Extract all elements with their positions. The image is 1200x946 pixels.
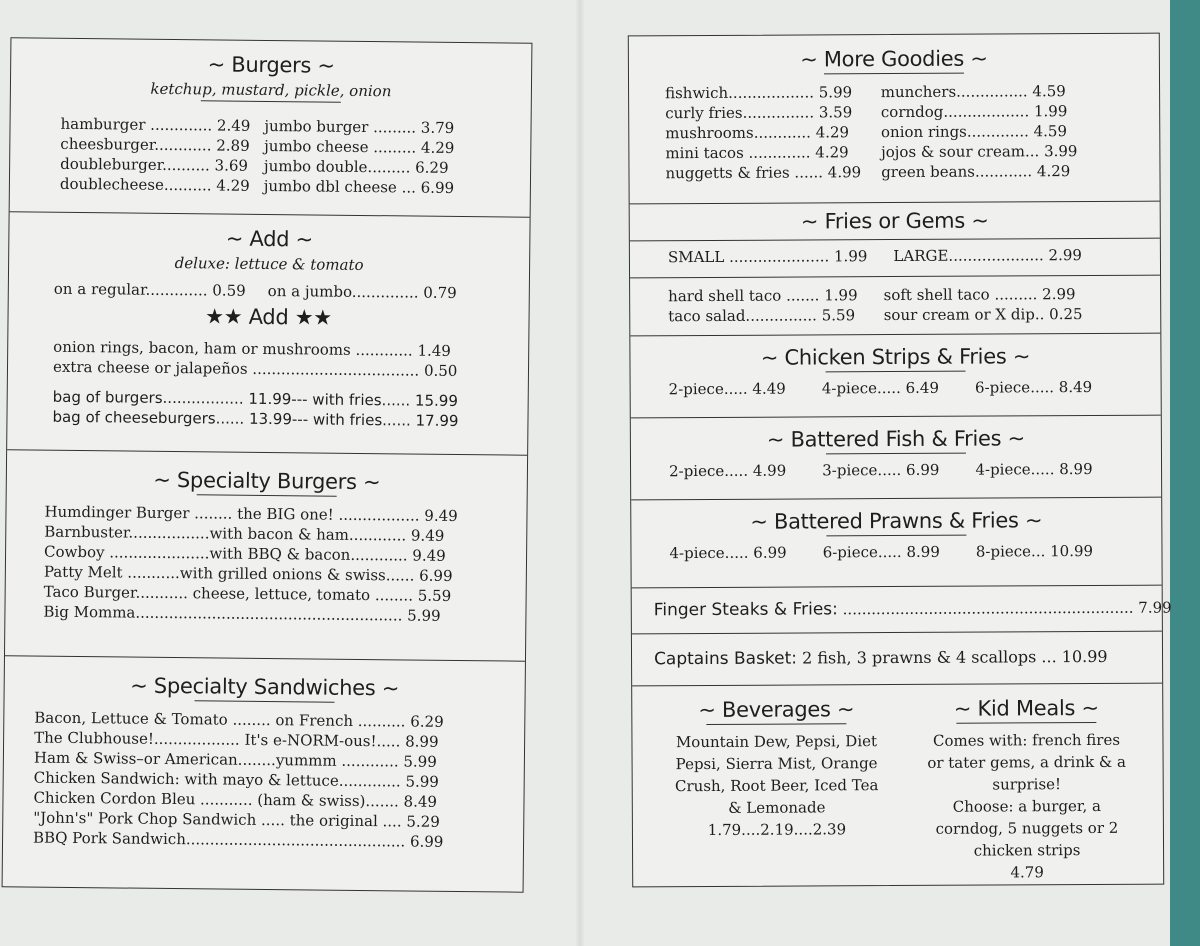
section-title: ~ Beverages ~	[698, 697, 855, 723]
section-title: ~ More Goodies ~	[800, 46, 988, 72]
section-subtitle: deluxe: lettuce & tomato	[174, 254, 364, 274]
section-title: ~ Burgers ~	[207, 52, 335, 78]
menu-item: onion rings, bacon, ham or mushrooms ............ 1.49	[53, 337, 452, 360]
menu-item: 2-piece..... 4.49	[668, 379, 786, 399]
section-subtitle: ketchup, mustard, pickle, onion	[150, 79, 392, 101]
menu-item: SMALL ..................... 1.99	[667, 247, 868, 267]
menu-item	[632, 632, 1162, 670]
menu-item: 6-piece..... 8.99	[822, 542, 940, 562]
left-menu-panel	[2, 37, 533, 892]
menu-item: Barnbuster.................with bacon & ham............ 9.49	[44, 522, 445, 545]
specialty-sandwiches-section	[3, 656, 525, 889]
burgers-section	[10, 38, 532, 217]
section-title: ~ Fries or Gems ~	[800, 208, 989, 234]
section-title: ~ Specialty Burgers ~	[153, 467, 381, 495]
section-title: ~ Battered Prawns & Fries ~	[750, 508, 1043, 534]
kids-line: corndog, 5 nuggets or 2	[935, 818, 1119, 838]
captains-basket-section	[632, 632, 1162, 687]
menu-item: doubleburger.......... 3.69	[60, 154, 249, 175]
menu-item: Ham & Swiss–or American........yummm ............ 5.99	[33, 748, 437, 771]
menu-item: mini tacos ............. 4.29	[665, 143, 849, 163]
menu-item: cheesburger............ 2.89	[60, 134, 250, 155]
beverage-line: & Lemonade	[728, 798, 826, 817]
beverages-kids-section	[632, 684, 1163, 887]
section-title: ~ Specialty Sandwiches ~	[130, 673, 400, 701]
menu-item: taco salad............... 5.59	[668, 306, 856, 326]
title-underline	[956, 722, 1096, 724]
tacos-section	[630, 276, 1160, 337]
kids-line: chicken strips	[973, 841, 1081, 860]
item-price: ............................................................. 7.99	[842, 598, 1172, 619]
item-price: 2 fish, 3 prawns & 4 scallops ... 10.99	[796, 646, 1108, 668]
menu-item: "John's" Pork Chop Sandwich ..... the original .... 5.29	[33, 808, 440, 831]
menu-item: 4-piece..... 8.99	[975, 459, 1093, 479]
beverage-line: Pepsi, Sierra Mist, Orange	[675, 754, 878, 774]
section-title: ~ Battered Fish & Fries ~	[766, 426, 1025, 452]
menu-item: on a jumbo.............. 0.79	[267, 281, 457, 302]
menu-item: 4-piece..... 6.49	[821, 378, 940, 398]
menu-item: curly fries............... 3.59	[665, 103, 853, 123]
menu-item: jumbo cheese ......... 4.29	[264, 136, 455, 157]
kids-line: Choose: a burger, a	[952, 796, 1101, 816]
menu-item: The Clubhouse!.................. It's e-NORM-ous!..... 8.99	[34, 728, 439, 751]
menu-item: 6-piece..... 8.49	[974, 377, 1093, 397]
menu-item: corndog.................. 1.99	[880, 102, 1068, 122]
kids-line: surprise!	[992, 775, 1062, 794]
section-title: ~ Chicken Strips & Fries ~	[760, 344, 1031, 370]
menu-item: nuggetts & fries ...... 4.99	[665, 163, 862, 183]
menu-item: LARGE.................... 2.99	[893, 246, 1082, 266]
menu-item	[632, 586, 1172, 621]
menu-item: green beans............ 4.29	[881, 162, 1071, 182]
chicken-strips-section	[630, 334, 1160, 419]
kids-line: or tater gems, a drink & a	[927, 752, 1126, 772]
menu-item: jumbo double......... 6.29	[263, 156, 449, 177]
beverages-column	[646, 685, 907, 885]
menu-item: bag of cheeseburgers...... 13.99--- with fries...... 17.99	[52, 407, 459, 431]
section-title: ★★ Add ★★	[205, 304, 332, 330]
background-edge	[1170, 0, 1200, 946]
menu-item: onion rings............. 4.59	[880, 122, 1068, 142]
menu-item: Bacon, Lettuce & Tomato ........ on French .......... 6.29	[34, 708, 444, 731]
menu-item: doublecheese.......... 4.29	[59, 174, 250, 195]
battered-fish-section	[631, 416, 1161, 501]
menu-item: jumbo burger ......... 3.79	[264, 116, 455, 137]
kid-meals-column	[906, 684, 1147, 884]
title-underline	[706, 723, 846, 725]
menu-item: bag of burgers................. 11.99--- with fries...... 15.99	[52, 387, 459, 410]
menu-item: soft shell taco ......... 2.99	[883, 285, 1076, 305]
menu-item: Patty Melt ...........with grilled onions & swiss...... 6.99	[43, 562, 453, 585]
right-menu-panel	[628, 33, 1172, 888]
battered-prawns-section	[631, 498, 1161, 589]
kids-line: Comes with: french fires	[932, 730, 1121, 750]
menu-item: 2-piece..... 4.99	[669, 461, 787, 481]
menu-item: BBQ Pork Sandwich.............................................. 6.99	[32, 828, 444, 851]
section-title: ~ Kid Meals ~	[953, 695, 1099, 721]
page-fold	[575, 0, 585, 946]
menu-item: munchers............... 4.59	[880, 82, 1066, 102]
menu-item: on a regular............. 0.59	[53, 279, 246, 300]
fries-gems-section	[630, 202, 1160, 279]
more-goodies-section	[629, 34, 1160, 205]
item-name: Finger Steaks & Fries:	[653, 599, 838, 621]
menu-item: Humdinger Burger ........ the BIG one! ................. 9.49	[44, 502, 458, 525]
specialty-burgers-section	[5, 450, 527, 661]
item-name: Captains Basket:	[653, 648, 798, 670]
menu-item: extra cheese or jalapeños ................................... 0.50	[52, 357, 458, 380]
menu-item: fishwich.................. 5.99	[665, 83, 853, 103]
menu-item: Big Momma........................................................ 5.99	[43, 602, 441, 625]
menu-item: Chicken Sandwich: with mayo & lettuce............. 5.99	[33, 768, 440, 791]
menu-item: jojos & sour cream... 3.99	[881, 142, 1078, 162]
section-title: ~ Add ~	[225, 226, 314, 252]
beverage-line: Crush, Root Beer, Iced Tea	[674, 776, 879, 796]
menu-item: 8-piece... 10.99	[975, 541, 1094, 561]
menu-item: Cowboy .....................with BBQ & bacon............ 9.49	[43, 542, 446, 565]
menu-item: hamburger ............. 2.49	[60, 114, 251, 135]
menu-item: sour cream or X dip.. 0.25	[883, 305, 1083, 325]
beverage-prices: 1.79....2.19....2.39	[707, 820, 847, 839]
menu-item: 3-piece..... 6.99	[822, 460, 940, 480]
menu-item: 4-piece..... 6.99	[669, 543, 787, 563]
add-section	[7, 212, 529, 455]
finger-steaks-section	[632, 586, 1172, 635]
menu-item: jumbo dbl cheese ... 6.99	[263, 176, 455, 197]
menu-item: Chicken Cordon Bleu ........... (ham & swiss)....... 8.49	[33, 788, 438, 811]
menu-item: mushrooms............ 4.29	[665, 123, 850, 143]
kids-price: 4.79	[1010, 863, 1044, 882]
menu-item: Taco Burger........... cheese, lettuce, tomato ........ 5.59	[43, 582, 452, 605]
menu-item: hard shell taco ....... 1.99	[668, 286, 858, 306]
beverage-line: Mountain Dew, Pepsi, Diet	[675, 732, 878, 752]
